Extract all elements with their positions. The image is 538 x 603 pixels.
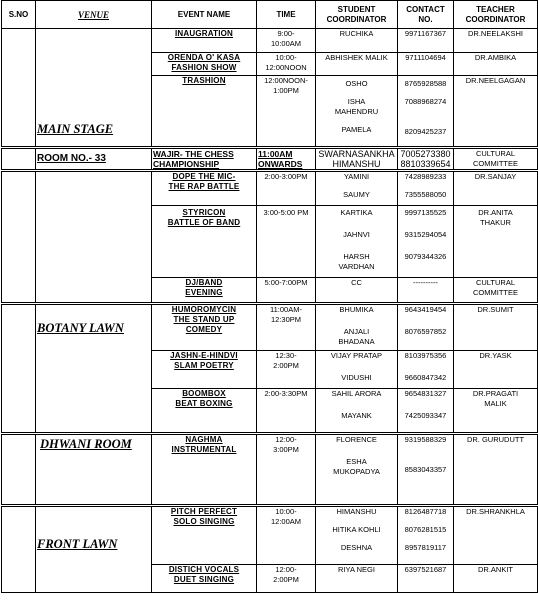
event-time: 11:00AM- 12:30PM: [257, 304, 316, 351]
teacher-coordinator: DR.NEELAKSHI: [454, 29, 538, 53]
student-coordinator: CC: [316, 278, 398, 304]
sno-cell: [2, 29, 36, 148]
student-coordinator: FLORENCE ESHA MUKOPADYA: [316, 434, 398, 506]
header-teacher: TEACHER COORDINATOR: [454, 1, 538, 29]
table-row: [2, 171, 538, 206]
event-time: 11:00AM ONWARDS: [257, 148, 316, 171]
header-time: TIME: [257, 1, 316, 29]
contact-no: 9711104694: [398, 53, 454, 76]
event-time: 12:00- 3:00PM: [257, 434, 316, 506]
contact-no: 9654831327 7425093347: [398, 389, 454, 434]
student-coordinator: RUCHIKA: [316, 29, 398, 53]
student-coordinator: SWARNASANKHA HIMANSHU: [316, 148, 398, 171]
event-time: 10:00- 12:00AM: [257, 506, 316, 565]
sno-cell: [2, 506, 36, 593]
sno-cell: [2, 434, 36, 506]
teacher-coordinator: CULTURAL COMMITTEE: [454, 278, 538, 304]
teacher-coordinator: DR.PRAGATI MALIK: [454, 389, 538, 434]
schedule-table: [1, 0, 538, 593]
teacher-coordinator: DR.SUMIT: [454, 304, 538, 351]
header-contact: CONTACT NO.: [398, 1, 454, 29]
venue-main-stage: MAIN STAGE: [36, 29, 152, 148]
student-coordinator: VIJAY PRATAP VIDUSHI: [316, 351, 398, 389]
table-row: [2, 506, 538, 565]
event-time: 12:30- 2:00PM: [257, 351, 316, 389]
event-name: STYRICON BATTLE OF BAND: [152, 206, 257, 278]
contact-no: 9643419454 8076597852: [398, 304, 454, 351]
event-name: INAUGRATION: [152, 29, 257, 53]
table-row: [2, 148, 538, 171]
venue-room-33: ROOM NO.- 33: [36, 148, 152, 171]
teacher-coordinator: DR.AMBIKA: [454, 53, 538, 76]
contact-no: 9971167367: [398, 29, 454, 53]
event-name: PITCH PERFECT SOLO SINGING: [152, 506, 257, 565]
contact-no: 8103975356 9660847342: [398, 351, 454, 389]
header-event: EVENT NAME: [152, 1, 257, 29]
student-coordinator: KARTIKA JAHNVI HARSH VARDHAN: [316, 206, 398, 278]
event-time: 5:00-7:00PM: [257, 278, 316, 304]
student-coordinator: ABHISHEK MALIK: [316, 53, 398, 76]
contact-no: 7428989233 7355588050: [398, 171, 454, 206]
event-time: 10:00- 12:00NOON: [257, 53, 316, 76]
event-name: ORENDA O' KASA FASHION SHOW: [152, 53, 257, 76]
teacher-coordinator: DR.SANJAY: [454, 171, 538, 206]
event-name: JASHN-E-HINDVI SLAM POETRY: [152, 351, 257, 389]
header-venue: VENUE: [36, 1, 152, 29]
teacher-coordinator: CULTURAL COMMITTEE: [454, 148, 538, 171]
header-row: [2, 1, 538, 29]
student-coordinator: BHUMIKA ANJALI BHADANA: [316, 304, 398, 351]
header-student: STUDENT COORDINATOR: [316, 1, 398, 29]
contact-no: 6397521687: [398, 565, 454, 593]
student-coordinator: HIMANSHU HITIKA KOHLI DESHNA: [316, 506, 398, 565]
event-name: HUMOROMYCIN THE STAND UP COMEDY: [152, 304, 257, 351]
table-row: [2, 434, 538, 506]
venue-cell: [36, 171, 152, 304]
event-name: DJ/BAND EVENING: [152, 278, 257, 304]
teacher-coordinator: DR.ANKIT: [454, 565, 538, 593]
venue-dhwani-room: DHWANI ROOM: [36, 434, 152, 506]
contact-no: 8765928588 7088968274 8209425237: [398, 76, 454, 148]
event-name: DISTICH VOCALS DUET SINGING: [152, 565, 257, 593]
event-name: NAGHMA INSTRUMENTAL: [152, 434, 257, 506]
teacher-coordinator: DR. GURUDUTT: [454, 434, 538, 506]
event-time: 9:00- 10:00AM: [257, 29, 316, 53]
event-time: 2:00-3:00PM: [257, 171, 316, 206]
event-time: 12:00NOON- 1:00PM: [257, 76, 316, 148]
student-coordinator: YAMINI SAUMY: [316, 171, 398, 206]
student-coordinator: OSHO ISHA MAHENDRU PAMELA: [316, 76, 398, 148]
event-name: TRASHION: [152, 76, 257, 148]
teacher-coordinator: DR.SHRANKHLA: [454, 506, 538, 565]
event-time: 3:00-5:00 PM: [257, 206, 316, 278]
sno-cell: [2, 304, 36, 434]
event-name: BOOMBOX BEAT BOXING: [152, 389, 257, 434]
contact-no: 8126487718 8076281515 8957819117: [398, 506, 454, 565]
teacher-coordinator: DR.NEELGAGAN: [454, 76, 538, 148]
event-time: 12:00- 2:00PM: [257, 565, 316, 593]
contact-no: 7005273380 8810339654: [398, 148, 454, 171]
event-name: DOPE THE MIC- THE RAP BATTLE: [152, 171, 257, 206]
header-sno: S.NO: [2, 1, 36, 29]
contact-no: ----------: [398, 278, 454, 304]
venue-botany-lawn: BOTANY LAWN: [36, 304, 152, 434]
venue-front-lawn: FRONT LAWN: [36, 506, 152, 593]
sno-cell: [2, 171, 36, 304]
teacher-coordinator: DR.YASK: [454, 351, 538, 389]
contact-no: 9997135525 9315294054 9079344326: [398, 206, 454, 278]
contact-no: 9319588329 8583043357: [398, 434, 454, 506]
event-name: WAJIR- THE CHESS CHAMPIONSHIP: [152, 148, 257, 171]
table-row: [2, 304, 538, 351]
student-coordinator: SAHIL ARORA MAYANK: [316, 389, 398, 434]
sno-cell: [2, 148, 36, 171]
table-row: [2, 29, 538, 53]
event-time: 2:00-3:30PM: [257, 389, 316, 434]
teacher-coordinator: DR.ANITA THAKUR: [454, 206, 538, 278]
student-coordinator: RIYA NEGI: [316, 565, 398, 593]
